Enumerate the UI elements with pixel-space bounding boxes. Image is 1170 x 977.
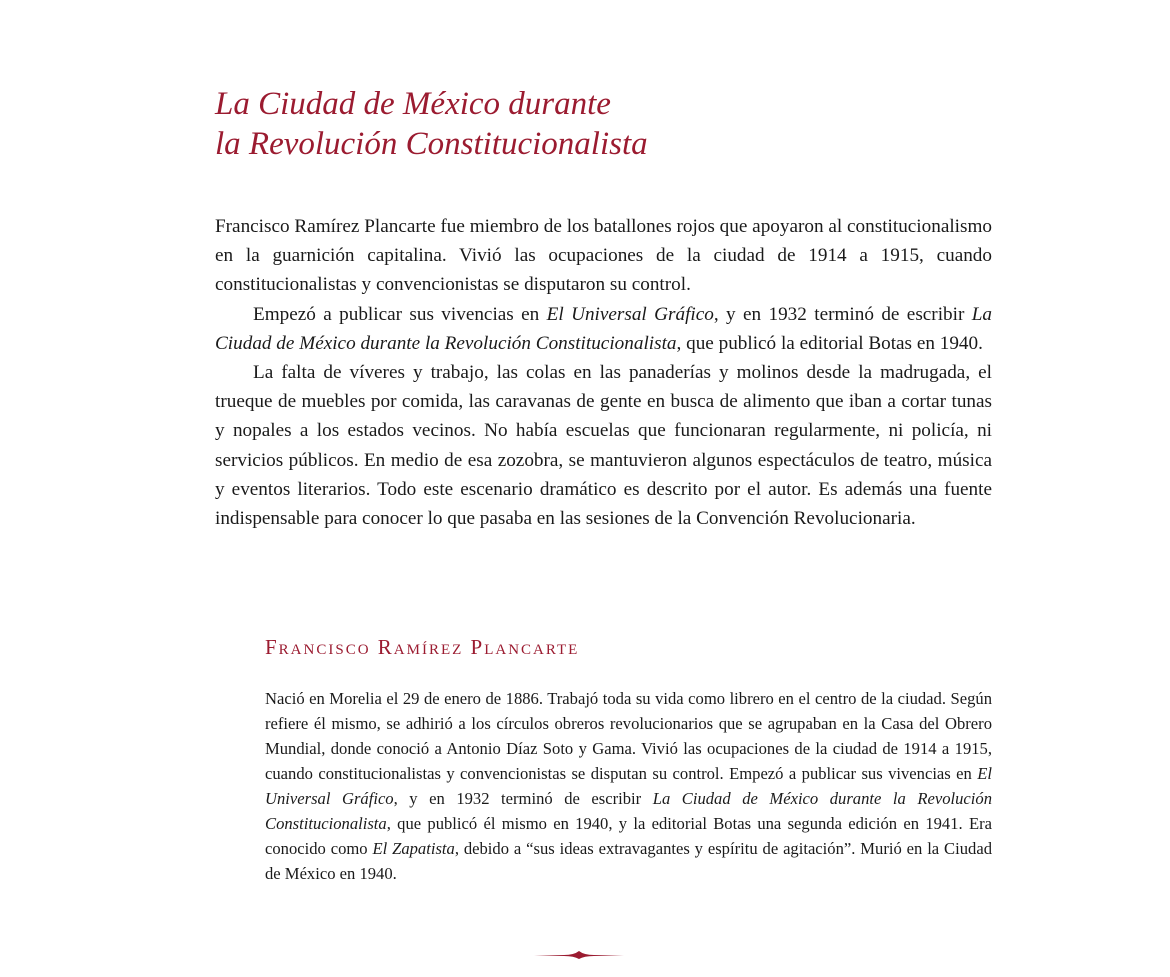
page-title [215, 84, 995, 164]
page-ornament-icon [534, 948, 624, 962]
bio-part-a: Nació en Morelia el 29 de enero de 1886. Trabajó toda su vida como librero en el centro de la ciudad. Según refiere él mismo, se adhirió a los círculos obreros revolucionarios que se agrupaban en la Casa del Obrero Mundial, donde conoció a Antonio Díaz Soto y Gama. Vivió las ocupaciones de la ciudad de 1914 a 1915, cuando constitucionalistas y convencionistas se disputan su control. Empezó a publicar sus vivencias en [265, 689, 992, 783]
newspaper-title: El Universal Gráfico [546, 303, 714, 325]
bio-part-c: , que publicó él mismo en 1940, y la editorial Botas una segunda edición en 1941. Era conocido como [265, 814, 992, 858]
bio-book-title: La Ciudad de México durante la Revolución Constitucionalista [265, 789, 992, 833]
author-biography [265, 686, 992, 886]
intro-paragraph-3: La falta de víveres y trabajo, las colas en las panaderías y molinos desde la madrugada, el trueque de muebles por comida, las caravanas de gente en busca de alimento que iban a cortar tunas y nopales a los estados vecinos. No había escuelas que funcionaran regularmente, ni policía, ni servicios públicos. En medio de esa zozobra, se mantuvieron algunos espectáculos de teatro, música y eventos literarios. Todo este escenario dramático es descrito por el autor. Es además una fuente indispensable para conocer lo que pasaba en las sesiones de la Convención Revolucionaria. [215, 362, 992, 530]
intro-paragraph-1: Francisco Ramírez Plancarte fue miembro de los batallones rojos que apoyaron al constitucionalismo en la guarnición capitalina. Vivió las ocupaciones de la ciudad de 1914 a 1915, cuando constitucionalistas y convencionistas se disputaron su control. [215, 216, 992, 296]
bio-newspaper-title: El Universal Gráfico [265, 764, 992, 808]
page-title-line-1: La Ciudad de México durante [215, 86, 611, 122]
bio-nickname: El Zapatista [372, 839, 455, 858]
book-title: La Ciudad de México durante la Revolución Constitucionalista [215, 303, 992, 354]
intro-paragraph-2 [215, 300, 992, 358]
author-name-heading: Francisco Ramírez Plancarte [265, 635, 580, 659]
bio-part-b: , y en 1932 terminó de escribir [393, 789, 653, 808]
intro-paragraph-2-part-a: Empezó a publicar sus vivencias en [253, 303, 547, 325]
intro-text [215, 212, 992, 533]
intro-paragraph-2-part-c: , que publicó la editorial Botas en 1940. [676, 332, 983, 354]
page-title-line-2: la Revolución Constitucionalista [215, 126, 648, 162]
bio-part-d: , debido a “sus ideas extravagantes y espíritu de agitación”. Murió en la Ciudad de México en 1940. [265, 839, 992, 883]
intro-paragraph-2-part-b: , y en 1932 terminó de escribir [713, 303, 972, 325]
